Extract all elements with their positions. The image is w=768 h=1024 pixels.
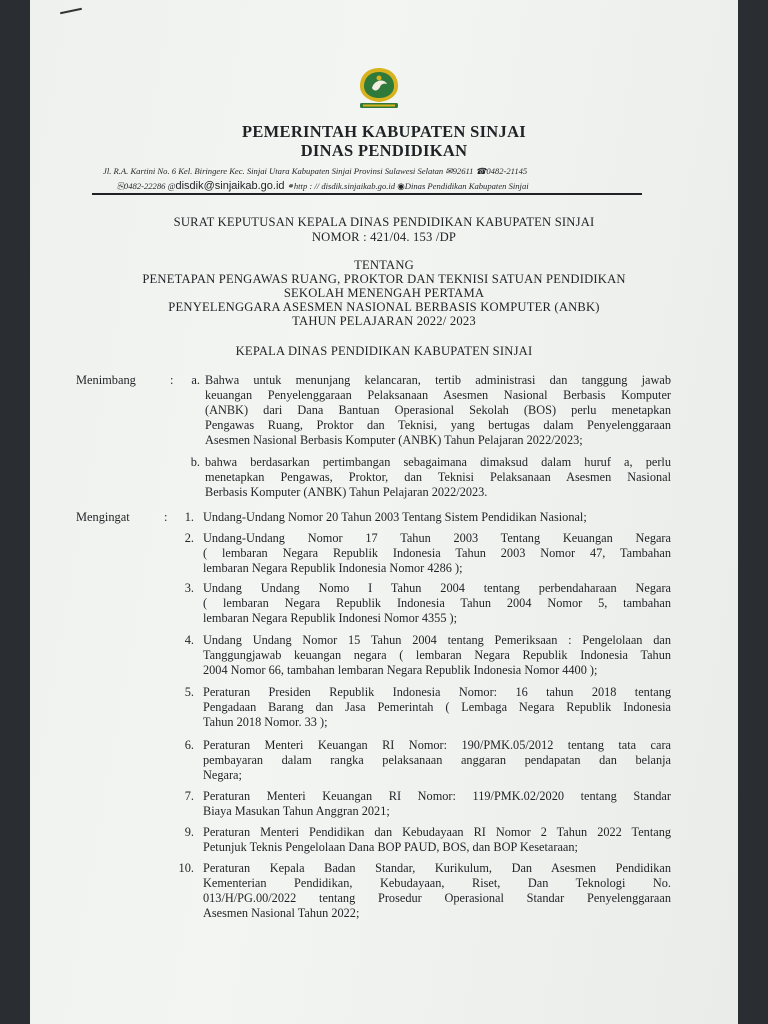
website[interactable]: http : // disdik.sinjaikab.go.id	[293, 181, 396, 191]
mengingat-item	[203, 633, 671, 678]
subject-line-4: TAHUN PELAJARAN 2022/ 2023	[292, 314, 476, 328]
mengingat-item	[203, 789, 671, 819]
menimbang-label: Menimbang	[76, 373, 136, 387]
mengingat-marker: 7.	[184, 789, 194, 803]
text-line: 013/H/PG.00/2022 tentang Prosedur Operasional Standar Penyelenggaraan	[203, 891, 671, 905]
text-line: Peraturan Menteri Keuangan RI Nomor: 119/PMK.02/2020 tentang Standar	[203, 789, 671, 803]
mengingat-item	[203, 510, 671, 525]
text-line: Pengadaan Barang dan Jasa Pemerintah ( Lembaga Negara Republik Indonesia	[203, 700, 671, 714]
social-name: Dinas Pendidikan Kabupaten Sinjai	[404, 181, 529, 191]
text-line: Undang Undang Nomo I Tahun 2004 tentang perbendaharaan Negara	[203, 581, 671, 595]
text-line: Tahun 2018 Nomor. 33 );	[203, 715, 328, 729]
mengingat-item	[203, 531, 671, 576]
contact-line	[117, 180, 529, 192]
text-line: bahwa berdasarkan pertimbangan sebagaimana dimaksud dalam huruf a, perlu	[205, 455, 671, 469]
text-line: Berbasis Komputer (ANBK) Tahun Pelajaran 2022/2023.	[205, 485, 488, 499]
subject-line-1: PENETAPAN PENGAWAS RUANG, PROKTOR DAN TEKNISI SATUAN PENDIDIKAN	[142, 272, 626, 286]
phone-icon: ☎	[475, 166, 487, 176]
text-line: (ANBK) dari Dana Bantuan Operasional Sekolah (BOS) perlu menetapkan	[205, 403, 671, 417]
mengingat-marker: 3.	[184, 581, 194, 595]
decree-title: SURAT KEPUTUSAN KEPALA DINAS PENDIDIKAN KABUPATEN SINJAI	[173, 215, 595, 229]
mengingat-marker: 1.	[184, 510, 194, 524]
text-line: Peraturan Menteri Pendidikan dan Kebudayaan RI Nomor 2 Tahun 2022 Tentang	[203, 825, 671, 839]
menimbang-colon: :	[170, 373, 174, 387]
fax-number: 0482-22286	[123, 181, 166, 191]
mail-icon: ✉	[445, 166, 453, 176]
official-title: KEPALA DINAS PENDIDIKAN KABUPATEN SINJAI	[235, 344, 533, 358]
regency-emblem-icon	[354, 66, 404, 112]
text-line: Pengawas Ruang, Proktor dan Teknisi, yang bertugas dalam Penyelenggaraan	[205, 418, 671, 432]
address-text: Jl. R.A. Kartini No. 6 Kel. Biringere Kec. Sinjai Utara Kabupaten Sinjai Provinsi Sulawesi Selatan	[103, 166, 444, 176]
text-line: Peraturan Presiden Republik Indonesia Nomor: 16 tahun 2018 tentang	[203, 685, 671, 699]
tentang-heading: TENTANG	[354, 258, 414, 272]
text-line: keuangan Penyelenggaraan Pelaksanaan Asesmen Nasional Berbasis Komputer	[205, 388, 671, 402]
text-line: Peraturan Menteri Keuangan RI Nomor: 190/PMK.05/2012 tentang tata cara	[203, 738, 671, 752]
government-name: PEMERINTAH KABUPATEN SINJAI	[241, 122, 527, 141]
text-line: Asesmen Nasional Tahun 2022;	[203, 906, 360, 920]
subject-line-3: PENYELENGGARA ASESMEN NASIONAL BERBASIS KOMPUTER (ANBK)	[168, 300, 600, 314]
email-icon: @	[167, 181, 176, 191]
menimbang-item	[205, 455, 671, 500]
postal-code: 92611	[452, 166, 474, 176]
mengingat-marker: 6.	[184, 738, 194, 752]
text-line: Undang-Undang Nomor 20 Tahun 2003 Tentang Sistem Pendidikan Nasional;	[203, 510, 587, 524]
text-line: pembayaran dalam rangka pelaksanaan anggaran pendapatan dan belanja	[203, 753, 671, 767]
email-address[interactable]: disdik@sinjaikab.go.id	[175, 180, 285, 192]
phone-number: 0482-21145	[486, 166, 528, 176]
globe-icon: ⚭	[286, 181, 294, 191]
mengingat-item	[203, 581, 671, 626]
text-line: Petunjuk Teknis Pengelolaan Dana BOP PAUD, BOS, dan BOP Kesetaraan;	[203, 840, 578, 854]
mengingat-label: Mengingat	[76, 510, 130, 524]
menimbang-item	[205, 373, 671, 448]
mengingat-marker: 10.	[178, 861, 194, 875]
mengingat-marker: 5.	[184, 685, 194, 699]
office-name: DINAS PENDIDIKAN	[300, 141, 468, 160]
text-line: Tanggungjawab keuangan negara ( lembaran Negara Republik Indonesia Tahun	[203, 648, 671, 662]
menimbang-marker: b.	[190, 455, 200, 469]
mengingat-item	[203, 861, 671, 921]
text-line: Kementerian Pendidikan, Kebudayaan, Riset, Dan Teknologi No.	[203, 876, 671, 890]
text-line: ( lembaran Negara Republik Indonesia Tahun 2004 Nomor 5, tambahan	[203, 596, 671, 610]
text-line: ( lembaran Negara Republik Indonesia Tahun 2003 Nomor 47, Tambahan	[203, 546, 671, 560]
text-line: 2004 Nomor 66, tambahan lembaran Negara Republik Indonesia Nomor 4400 );	[203, 663, 598, 677]
text-line: Asesmen Nasional Berbasis Komputer (ANBK) Tahun Pelajaran 2022/2023;	[205, 433, 583, 447]
text-line: lembaran Negara Republik Indonesi Nomor 4355 );	[203, 611, 458, 625]
facebook-icon: ◉	[397, 181, 405, 191]
address-line	[103, 166, 527, 177]
mengingat-item	[203, 685, 671, 730]
mengingat-item	[203, 825, 671, 855]
text-line: Bahwa untuk menunjang kelancaran, tertib administrasi dan tanggung jawab	[205, 373, 671, 387]
mengingat-colon: :	[164, 510, 168, 524]
subject-line-2: SEKOLAH MENENGAH PERTAMA	[283, 286, 485, 300]
fax-icon: ⎘	[117, 181, 124, 191]
text-line: Peraturan Kepala Badan Standar, Kurikulum, Dan Asesmen Pendidikan	[203, 861, 671, 875]
mengingat-marker: 4.	[184, 633, 194, 647]
text-line: Negara;	[203, 768, 242, 782]
text-line: Undang Undang Nomor 15 Tahun 2004 tentang Pemeriksaan : Pengelolaan dan	[203, 633, 671, 647]
text-line: Undang-Undang Nomor 17 Tahun 2003 Tentang Keuangan Negara	[203, 531, 671, 545]
mengingat-item	[203, 738, 671, 783]
mengingat-marker: 2.	[184, 531, 194, 545]
text-line: Biaya Masukan Tahun Anggran 2021;	[203, 804, 390, 818]
text-line: menetapkan Pengawas, Proktor, dan Teknisi Pelaksanaan Asesmen Nasional	[205, 470, 671, 484]
decree-number: NOMOR : 421/04. 153 /DP	[311, 230, 457, 244]
text-line: lembaran Negara Republik Indonesia Nomor 4286 );	[203, 561, 463, 575]
menimbang-marker: a.	[191, 373, 200, 387]
mengingat-marker: 9.	[184, 825, 194, 839]
letterhead-rule	[92, 193, 642, 195]
